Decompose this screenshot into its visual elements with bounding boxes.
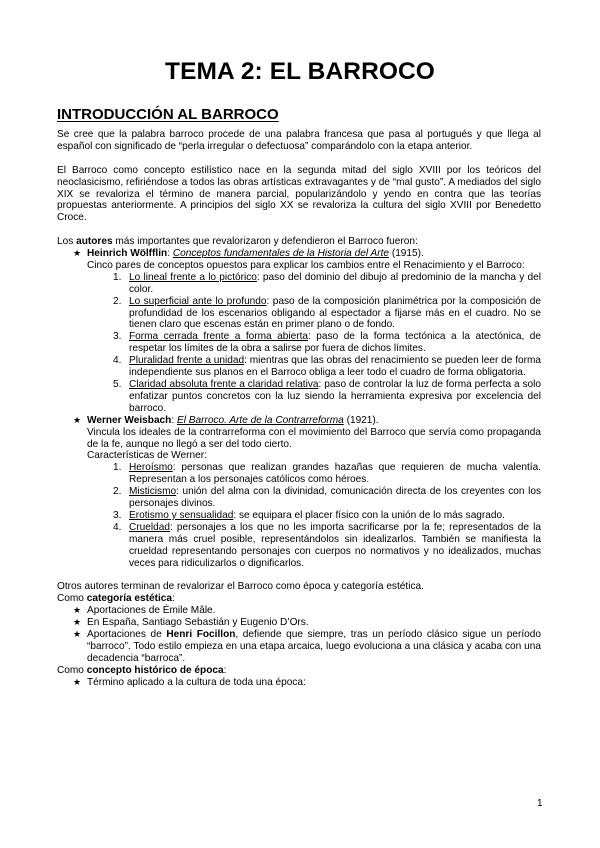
star-bullet-icon: ★ [73, 414, 82, 425]
concepto-historico-heading: Como concepto histórico de época: [57, 664, 227, 676]
author-weisbach: ★ Werner Weisbach: El Barroco. Arte de la Contrarreforma (1921). [73, 414, 379, 426]
star-bullet-icon: ★ [73, 629, 82, 640]
list-item: 2. Lo superficial ante lo profundo: paso de la composición planimétrica por la composición de profundidad de los escenarios obligando al espectador a fijarse más en el cuadro. No se tienen claro que escenas están en primer plano o de fondo. [113, 295, 541, 331]
bullet-item: ★ Aportaciones de Émile Mâle. [73, 605, 216, 617]
page-title: TEMA 2: EL BARROCO [165, 58, 435, 85]
bullet-item: ★ Término aplicado a la cultura de toda una época: [73, 676, 306, 688]
list-item: 4. Crueldad: personajes a los que no les importa sacrificarse por la fe; representados de la manera más cruel posible, representándolos sin idealizarlos. También se manifiesta la crueldad representando personajes con cuerpos no normativos y no idealizados, muchas veces para ridiculizarlos o dignificarlos. [113, 521, 541, 569]
list-item: 3. Forma cerrada frente a forma abierta: paso de la forma tectónica a la atectónica, de respetar los límites de la obra a salirse por fuera de dichos límites. [113, 331, 542, 355]
list-item: 4. Pluralidad frente a unidad: mientras que las obras del renacimiento se pueden leer de forma independiente sus planos en el Barroco obliga a leer todo el cuadro de forma obligatoria. [113, 355, 541, 379]
list-item: 2. Misticismo: unión del alma con la divinidad, comunicación directa de los creyentes con los personajes divinos. [113, 486, 541, 510]
wolfflin-description: Cinco pares de conceptos opuestos para explicar los cambios entre el Renacimiento y el Barroco: [87, 259, 525, 271]
book-title: El Barroco. Arte de la Contrarreforma [176, 414, 344, 426]
star-bullet-icon: ★ [73, 248, 82, 259]
list-item: 3. Erotismo y sensualidad: se equipara el placer físico con la unión de lo más sagrado. [113, 509, 505, 521]
weisbach-characteristics-label: Características de Werner: [87, 450, 207, 462]
weisbach-characteristics-list [57, 462, 541, 569]
author-wolfflin: ★ Heinrich Wölfflin: Conceptos fundamentales de la Historia del Arte (1915). [73, 248, 424, 260]
star-bullet-icon: ★ [73, 617, 82, 628]
book-title: Conceptos fundamentales de la Historia del Arte [172, 248, 390, 260]
star-bullet-icon: ★ [73, 676, 82, 687]
otros-autores: Otros autores terminan de revalorizar el Barroco como época y categoría estética. [57, 581, 424, 593]
wolfflin-concepts-list [57, 272, 541, 415]
bullet-item: ★ En España, Santiago Sebastián y Eugenio D’Ors. [73, 617, 309, 629]
bullet-item-focillon: ★ Aportaciones de Henri Focillon, defiende que siempre, tras un período clásico sigue un período “barroco”. Todo estilo empieza en una etapa arcaica, luego evoluciona a una clásica y acaba con una decadencia “barroca”. [73, 629, 542, 664]
list-item: 1. Lo lineal frente a lo pictórico: paso del dominio del dibujo al predominio de la mancha y del color. [113, 271, 541, 295]
star-bullet-icon: ★ [73, 605, 82, 616]
autores-intro: Los autores más importantes que revalorizaron y defendieron el Barroco fueron: [57, 236, 418, 248]
intro-paragraph-2: El Barroco como concepto estilístico nace en la segunda mitad del siglo XVIII por los teóricos del neoclasicismo, refiriéndose a todos las obras artísticas extravagantes y de “mal gusto”. A mediados del siglo XIX se revaloriza el término de manera parcial, popularizándolo y yendo en contra que las teorías propuestas anteriormente. A principios del siglo XX se revaloriza la cultura del siglo XVIII por Benedetto Croce. [57, 164, 541, 224]
categoria-estetica-heading: Como categoría estética: [57, 593, 175, 605]
weisbach-description: Vincula los ideales de la contrarreforma con el movimiento del Barroco que servía como propaganda de la fe, aunque no llegó a ser del todo cierto. [87, 426, 541, 450]
list-item: 1. Heroísmo: personas que realizan grandes hazañas que requieren de mucha valentía. Representan a los personajes católicos como héroes. [113, 462, 541, 486]
section-heading: INTRODUCCIÓN AL BARROCO [57, 106, 279, 123]
document-body [57, 129, 541, 689]
page-number: 1 [537, 798, 543, 809]
list-item: 5. Claridad absoluta frente a claridad relativa: paso de controlar la luz de forma perfecta a solo enfatizar puntos concretos con la luz siendo la herramienta expresiva por excelencia del barroco. [113, 379, 541, 414]
intro-paragraph-1: Se cree que la palabra barroco procede de una palabra francesa que pasa al portugués y que llega al español con significado de “perla irregular o defectuosa” comparándolo con la etapa anterior. [57, 129, 541, 152]
